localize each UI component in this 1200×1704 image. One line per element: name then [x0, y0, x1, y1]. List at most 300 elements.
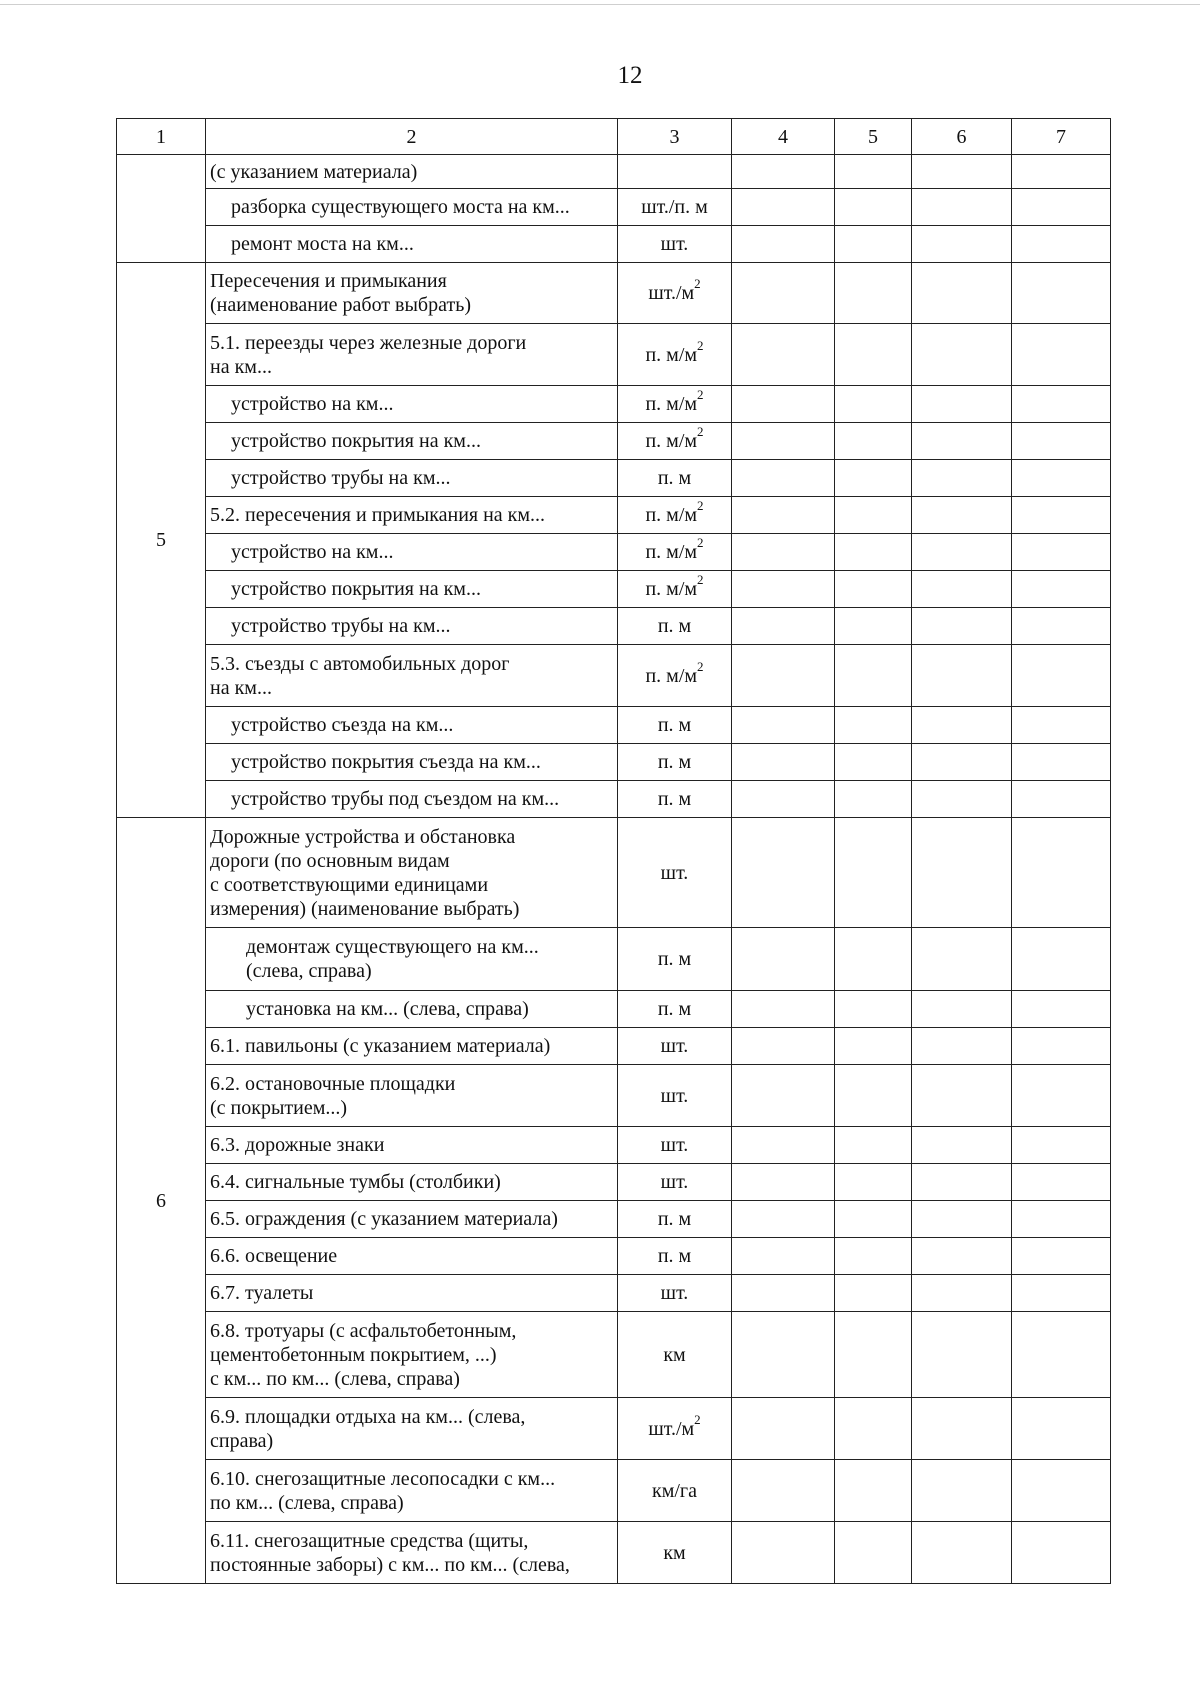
unit-cell: [618, 928, 732, 991]
unit-text: п. м/м: [645, 664, 698, 687]
work-description-cell: [206, 263, 618, 324]
unit-text: п. м: [657, 467, 692, 489]
empty-cell-col-5: [835, 386, 912, 423]
work-description-line: 6.3. дорожные знаки: [210, 1134, 385, 1156]
empty-cell-col-5: [835, 460, 912, 497]
work-description-cell: [206, 818, 618, 928]
empty-cell-col-5: [835, 608, 912, 645]
empty-cell-col-7: [1012, 645, 1111, 707]
empty-cell-col-4: [732, 1238, 835, 1275]
empty-cell-col-7: [1012, 534, 1111, 571]
unit-superscript: 2: [697, 535, 704, 551]
empty-cell-col-5: [835, 1065, 912, 1127]
empty-cell-col-4: [732, 781, 835, 818]
empty-cell-col-4: [732, 386, 835, 423]
unit-cell: [618, 189, 732, 226]
table-row: [117, 263, 1111, 324]
empty-cell-col-7: [1012, 744, 1111, 781]
empty-cell-col-5: [835, 1275, 912, 1312]
work-description-line: (с указанием материала): [210, 160, 418, 183]
table-row: [117, 608, 1111, 645]
work-description-line: разборка существующего моста на км...: [231, 196, 570, 218]
work-description-cell: [206, 386, 618, 423]
empty-cell-col-4: [732, 1164, 835, 1201]
empty-cell-col-4: [732, 423, 835, 460]
table-row: [117, 534, 1111, 571]
empty-cell-col-7: [1012, 928, 1111, 991]
table-row: [117, 1312, 1111, 1398]
header-cell-7: 7: [1012, 119, 1111, 155]
empty-cell-col-4: [732, 707, 835, 744]
header-cell-2: 2: [206, 119, 618, 155]
empty-cell-col-5: [835, 1164, 912, 1201]
work-description-cell: [206, 1460, 618, 1522]
empty-cell-col-4: [732, 991, 835, 1028]
unit-cell: [618, 497, 732, 534]
work-description-cell: [206, 1238, 618, 1275]
empty-cell-col-6: [912, 226, 1012, 263]
empty-cell-col-6: [912, 744, 1012, 781]
work-description-cell: [206, 1127, 618, 1164]
unit-cell: [618, 744, 732, 781]
empty-cell-col-4: [732, 1398, 835, 1460]
empty-cell-col-6: [912, 571, 1012, 608]
empty-cell-col-7: [1012, 1398, 1111, 1460]
unit-cell: [618, 1028, 732, 1065]
work-description-cell: [206, 324, 618, 386]
empty-cell-col-4: [732, 155, 835, 189]
empty-cell-col-6: [912, 928, 1012, 991]
work-description-line: устройство трубы на км...: [231, 467, 451, 489]
work-description-cell: [206, 571, 618, 608]
page-number: 12: [617, 62, 643, 89]
table-row: [117, 1164, 1111, 1201]
unit-text: п. м: [657, 1208, 692, 1230]
table-row: [117, 707, 1111, 744]
unit-text: шт.: [660, 1134, 689, 1156]
empty-cell-col-4: [732, 928, 835, 991]
empty-cell-col-7: [1012, 1460, 1111, 1522]
empty-cell-col-5: [835, 1201, 912, 1238]
table-row: [117, 571, 1111, 608]
table-row: [117, 1238, 1111, 1275]
empty-cell-col-4: [732, 1028, 835, 1065]
work-description-line: устройство покрытия на км...: [231, 578, 481, 600]
empty-cell-col-4: [732, 1065, 835, 1127]
unit-text: шт./м: [648, 1417, 695, 1440]
unit-cell: [618, 645, 732, 707]
empty-cell-col-6: [912, 386, 1012, 423]
section-number-cell: [117, 155, 206, 263]
empty-cell-col-4: [732, 226, 835, 263]
table-row: [117, 1028, 1111, 1065]
work-description-cell: [206, 928, 618, 991]
work-description-line: цементобетонным покрытием, ...): [210, 1343, 497, 1366]
work-description-cell: [206, 226, 618, 263]
unit-cell: [618, 571, 732, 608]
unit-cell: [618, 226, 732, 263]
empty-cell-col-6: [912, 991, 1012, 1028]
unit-cell: [618, 1065, 732, 1127]
empty-cell-col-5: [835, 189, 912, 226]
works-table: [116, 118, 1111, 1584]
header-cell-1: 1: [117, 119, 206, 155]
work-description-line: дороги (по основным видам: [210, 849, 450, 872]
work-description-line: устройство на км...: [231, 541, 394, 563]
empty-cell-col-6: [912, 460, 1012, 497]
empty-cell-col-4: [732, 497, 835, 534]
unit-text: п. м/м: [645, 430, 698, 452]
unit-text: п. м/м: [645, 541, 698, 563]
unit-text: км: [663, 1541, 686, 1564]
table-header-row: [117, 119, 1111, 155]
header-cell-6: 6: [912, 119, 1012, 155]
work-description-cell: [206, 534, 618, 571]
table-row: [117, 423, 1111, 460]
empty-cell-col-6: [912, 1028, 1012, 1065]
empty-cell-col-7: [1012, 263, 1111, 324]
work-description-line: демонтаж существующего на км...: [246, 936, 539, 958]
work-description-line: 6.7. туалеты: [210, 1282, 314, 1304]
unit-text: шт./м: [648, 282, 695, 304]
unit-cell: [618, 1201, 732, 1238]
empty-cell-col-6: [912, 534, 1012, 571]
unit-cell: [618, 818, 732, 928]
empty-cell-col-6: [912, 608, 1012, 645]
empty-cell-col-4: [732, 189, 835, 226]
empty-cell-col-5: [835, 263, 912, 324]
work-description-line: устройство покрытия на км...: [231, 430, 481, 452]
work-description-line: на км...: [210, 355, 272, 378]
unit-cell: [618, 1275, 732, 1312]
empty-cell-col-6: [912, 1164, 1012, 1201]
table-row: [117, 1398, 1111, 1460]
empty-cell-col-5: [835, 1238, 912, 1275]
unit-cell: [618, 781, 732, 818]
empty-cell-col-4: [732, 1312, 835, 1398]
unit-cell: [618, 423, 732, 460]
empty-cell-col-7: [1012, 1522, 1111, 1584]
empty-cell-col-4: [732, 818, 835, 928]
table-row: [117, 1275, 1111, 1312]
unit-text: п. м: [657, 948, 692, 970]
unit-superscript: 2: [697, 424, 704, 440]
empty-cell-col-5: [835, 1312, 912, 1398]
work-description-line: 6.2. остановочные площадки: [210, 1072, 456, 1095]
unit-cell: [618, 1522, 732, 1584]
work-description-cell: [206, 608, 618, 645]
empty-cell-col-4: [732, 460, 835, 497]
empty-cell-col-4: [732, 1522, 835, 1584]
work-description-line: 6.5. ограждения (с указанием материала): [210, 1208, 558, 1230]
header-cell-4: 4: [732, 119, 835, 155]
table-row: [117, 155, 1111, 189]
empty-cell-col-7: [1012, 1275, 1111, 1312]
empty-cell-col-6: [912, 1201, 1012, 1238]
empty-cell-col-6: [912, 324, 1012, 386]
work-description-line: 6.4. сигнальные тумбы (столбики): [210, 1171, 501, 1193]
work-description-line: на км...: [210, 676, 272, 699]
empty-cell-col-5: [835, 571, 912, 608]
empty-cell-col-5: [835, 1522, 912, 1584]
table-row: [117, 1127, 1111, 1164]
work-description-cell: [206, 1398, 618, 1460]
empty-cell-col-5: [835, 423, 912, 460]
work-description-line: устройство трубы на км...: [231, 615, 451, 637]
empty-cell-col-5: [835, 1127, 912, 1164]
table-row: [117, 226, 1111, 263]
table-row: [117, 324, 1111, 386]
table-row: [117, 1522, 1111, 1584]
empty-cell-col-7: [1012, 226, 1111, 263]
unit-text: п. м: [657, 998, 692, 1020]
work-description-line: (с покрытием...): [210, 1096, 348, 1119]
work-description-cell: [206, 707, 618, 744]
work-description-cell: [206, 1312, 618, 1398]
unit-text: п. м: [657, 751, 692, 773]
empty-cell-col-6: [912, 497, 1012, 534]
table-row: [117, 1065, 1111, 1127]
unit-cell: [618, 1312, 732, 1398]
empty-cell-col-5: [835, 744, 912, 781]
table-row: [117, 1460, 1111, 1522]
empty-cell-col-6: [912, 1275, 1012, 1312]
empty-cell-col-6: [912, 1522, 1012, 1584]
empty-cell-col-6: [912, 1065, 1012, 1127]
unit-cell: [618, 1164, 732, 1201]
work-description-cell: [206, 497, 618, 534]
unit-text: п. м/м: [645, 343, 698, 366]
work-description-line: устройство покрытия съезда на км...: [231, 751, 541, 773]
empty-cell-col-6: [912, 263, 1012, 324]
table-row: [117, 991, 1111, 1028]
unit-text: п. м: [657, 1245, 692, 1267]
empty-cell-col-7: [1012, 497, 1111, 534]
empty-cell-col-5: [835, 645, 912, 707]
unit-text: шт.: [660, 1084, 689, 1107]
empty-cell-col-5: [835, 1028, 912, 1065]
work-description-line: устройство на км...: [231, 393, 394, 415]
unit-superscript: 2: [697, 658, 704, 674]
work-description-line: (слева, справа): [246, 960, 372, 982]
empty-cell-col-5: [835, 155, 912, 189]
unit-text: п. м/м: [645, 578, 698, 600]
empty-cell-col-5: [835, 324, 912, 386]
table-row: [117, 189, 1111, 226]
section-number-cell: 5: [117, 263, 206, 818]
empty-cell-col-5: [835, 497, 912, 534]
empty-cell-col-7: [1012, 571, 1111, 608]
empty-cell-col-5: [835, 818, 912, 928]
empty-cell-col-6: [912, 1398, 1012, 1460]
work-description-cell: [206, 1065, 618, 1127]
empty-cell-col-4: [732, 324, 835, 386]
empty-cell-col-7: [1012, 386, 1111, 423]
empty-cell-col-4: [732, 744, 835, 781]
empty-cell-col-6: [912, 645, 1012, 707]
empty-cell-col-6: [912, 818, 1012, 928]
work-description-cell: [206, 744, 618, 781]
unit-cell: [618, 263, 732, 324]
empty-cell-col-6: [912, 155, 1012, 189]
empty-cell-col-7: [1012, 1238, 1111, 1275]
work-description-cell: [206, 460, 618, 497]
unit-cell: [618, 155, 732, 189]
work-description-line: с км... по км... (слева, справа): [210, 1367, 460, 1390]
empty-cell-col-4: [732, 1460, 835, 1522]
empty-cell-col-7: [1012, 423, 1111, 460]
empty-cell-col-7: [1012, 608, 1111, 645]
unit-cell: [618, 324, 732, 386]
top-edge-line: [0, 4, 1200, 5]
empty-cell-col-4: [732, 263, 835, 324]
empty-cell-col-5: [835, 226, 912, 263]
unit-text: п. м: [657, 714, 692, 736]
work-description-line: постоянные заборы) с км... по км... (слева,: [210, 1553, 570, 1576]
empty-cell-col-7: [1012, 1065, 1111, 1127]
unit-cell: [618, 608, 732, 645]
work-description-cell: [206, 1522, 618, 1584]
empty-cell-col-7: [1012, 1201, 1111, 1238]
empty-cell-col-4: [732, 1275, 835, 1312]
work-description-line: 6.9. площадки отдыха на км... (слева,: [210, 1405, 526, 1428]
unit-text: п. м: [657, 615, 692, 637]
unit-superscript: 2: [694, 276, 701, 292]
empty-cell-col-6: [912, 1238, 1012, 1275]
unit-text: км/га: [651, 1479, 697, 1502]
unit-cell: [618, 1127, 732, 1164]
empty-cell-col-5: [835, 781, 912, 818]
empty-cell-col-5: [835, 1398, 912, 1460]
empty-cell-col-5: [835, 928, 912, 991]
work-description-line: 6.8. тротуары (с асфальтобетонным,: [210, 1319, 517, 1342]
work-description-line: устройство съезда на км...: [231, 714, 454, 736]
unit-superscript: 2: [694, 1411, 701, 1427]
work-description-line: (наименование работ выбрать): [210, 294, 471, 316]
work-description-cell: [206, 423, 618, 460]
empty-cell-col-7: [1012, 324, 1111, 386]
empty-cell-col-7: [1012, 1028, 1111, 1065]
empty-cell-col-4: [732, 608, 835, 645]
work-description-cell: [206, 781, 618, 818]
work-description-line: 5.2. пересечения и примыкания на км...: [210, 504, 546, 526]
header-cell-5: 5: [835, 119, 912, 155]
work-description-cell: [206, 991, 618, 1028]
empty-cell-col-4: [732, 645, 835, 707]
work-description-line: справа): [210, 1429, 274, 1452]
empty-cell-col-4: [732, 571, 835, 608]
empty-cell-col-7: [1012, 781, 1111, 818]
empty-cell-col-7: [1012, 460, 1111, 497]
work-description-line: ремонт моста на км...: [231, 233, 414, 255]
unit-text: шт.: [660, 861, 689, 884]
unit-text: шт.: [660, 1035, 689, 1057]
unit-text: шт.: [660, 233, 689, 255]
empty-cell-col-5: [835, 1460, 912, 1522]
work-description-cell: [206, 155, 618, 189]
empty-cell-col-7: [1012, 991, 1111, 1028]
work-description-line: Дорожные устройства и обстановка: [210, 825, 516, 848]
unit-cell: [618, 1460, 732, 1522]
work-description-line: 5.1. переезды через железные дороги: [210, 331, 527, 354]
work-description-cell: [206, 1275, 618, 1312]
unit-cell: [618, 991, 732, 1028]
empty-cell-col-7: [1012, 189, 1111, 226]
unit-text: шт./п. м: [641, 196, 708, 218]
empty-cell-col-6: [912, 1127, 1012, 1164]
empty-cell-col-7: [1012, 1312, 1111, 1398]
empty-cell-col-7: [1012, 818, 1111, 928]
table-row: [117, 460, 1111, 497]
empty-cell-col-5: [835, 707, 912, 744]
table-row: [117, 1201, 1111, 1238]
work-description-line: измерения) (наименование выбрать): [210, 897, 520, 920]
table-row: [117, 781, 1111, 818]
unit-superscript: 2: [697, 337, 704, 353]
empty-cell-col-5: [835, 991, 912, 1028]
unit-text: п. м/м: [645, 504, 698, 526]
work-description-line: установка на км... (слева, справа): [246, 998, 529, 1020]
table-row: [117, 497, 1111, 534]
work-description-line: с соответствующими единицами: [210, 873, 489, 896]
empty-cell-col-4: [732, 1127, 835, 1164]
empty-cell-col-6: [912, 707, 1012, 744]
empty-cell-col-6: [912, 189, 1012, 226]
empty-cell-col-4: [732, 534, 835, 571]
section-number-cell: 6: [117, 818, 206, 1584]
unit-text: п. м: [657, 788, 692, 810]
header-cell-3: 3: [618, 119, 732, 155]
work-description-cell: [206, 1201, 618, 1238]
unit-cell: [618, 707, 732, 744]
empty-cell-col-4: [732, 1201, 835, 1238]
unit-cell: [618, 1238, 732, 1275]
unit-text: шт.: [660, 1282, 689, 1304]
empty-cell-col-6: [912, 1460, 1012, 1522]
empty-cell-col-6: [912, 781, 1012, 818]
unit-cell: [618, 460, 732, 497]
work-description-line: 6.10. снегозащитные лесопосадки с км...: [210, 1467, 556, 1490]
work-description-line: по км... (слева, справа): [210, 1491, 404, 1514]
unit-cell: [618, 386, 732, 423]
work-description-line: Пересечения и примыкания: [210, 270, 447, 292]
empty-cell-col-6: [912, 1312, 1012, 1398]
work-description-line: 6.11. снегозащитные средства (щиты,: [210, 1529, 529, 1552]
unit-superscript: 2: [697, 572, 704, 588]
unit-superscript: 2: [697, 387, 704, 403]
work-description-cell: [206, 1164, 618, 1201]
table-row: [117, 818, 1111, 928]
work-description-line: 5.3. съезды с автомобильных дорог: [210, 652, 510, 675]
empty-cell-col-7: [1012, 155, 1111, 189]
empty-cell-col-6: [912, 423, 1012, 460]
unit-text: шт.: [660, 1171, 689, 1193]
table-row: [117, 386, 1111, 423]
unit-cell: [618, 534, 732, 571]
empty-cell-col-7: [1012, 1127, 1111, 1164]
work-description-line: 6.1. павильоны (с указанием материала): [210, 1035, 551, 1057]
unit-text: п. м/м: [645, 393, 698, 415]
work-description-cell: [206, 189, 618, 226]
work-description-line: 6.6. освещение: [210, 1245, 338, 1267]
empty-cell-col-5: [835, 534, 912, 571]
table-row: [117, 744, 1111, 781]
work-description-cell: [206, 645, 618, 707]
unit-cell: [618, 1398, 732, 1460]
empty-cell-col-7: [1012, 1164, 1111, 1201]
empty-cell-col-7: [1012, 707, 1111, 744]
table-row: [117, 645, 1111, 707]
